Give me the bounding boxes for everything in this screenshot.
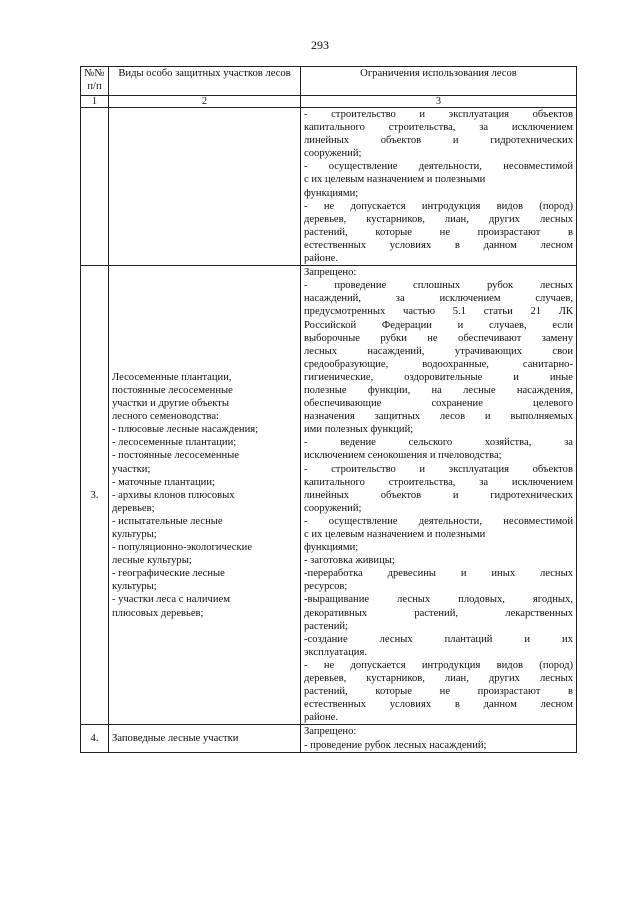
row-num-4: 4. [81,725,109,752]
table-row-4 [81,725,577,752]
text-line: капитального строительства, за исключением [304,122,573,134]
text-line: Запрещено: [304,267,357,279]
column-number-row [81,96,577,108]
text-line: линейных объектов и гидротехнических [304,135,573,147]
text-line: - проведение сплошных рубок лесных [304,280,573,292]
text-line: обеспечивающие сохранение целевого [304,398,573,410]
text-line: растений, которые не произрастают в [304,686,573,698]
row-type-3 [109,266,301,725]
text-line: гигиенические, оздоровительные и иные [304,371,573,383]
text-line: декоративных растений, лекарственных [304,607,573,619]
text-line: - не допускается интродукция видов (пород) [304,659,573,671]
restrictions-cell-4 [301,725,577,752]
text-line: деревьев, кустарников, лиан, других лесных [304,213,573,225]
restrictions-cell [301,108,577,266]
page-number: 293 [311,38,329,52]
type-line: - популяционно-экологические [112,542,253,554]
text-line: растений; [304,620,348,632]
text-line: с их целевым назначением и полезными [304,174,486,186]
text-line: - осуществление деятельности, несовместимой [304,515,573,527]
text-line: полезные функции, на лесные насаждения, [304,384,573,396]
type-line: - испытательные лесные [112,515,223,527]
text-line: естественных условиях в данном лесном [304,699,573,711]
text-line: сооружений; [304,502,362,514]
type-line: участки; [112,463,151,475]
text-line: лесных насаждений, утрачивающих свои [304,345,573,357]
text-line: Российской Федерации и случаев, если [304,319,573,331]
text-line: исключением сенокошения и пчеловодства; [304,450,502,462]
text-line: функциями; [304,187,359,199]
text-line: назначения защитных лесов и выполняемых [304,411,573,423]
text-line: предусмотренных частью 5.1 статьи 21 ЛК [304,306,573,318]
restrictions-cell-3 [301,266,577,725]
header-restrictions: Ограничения использования лесов [301,67,577,96]
row-num-3: 3. [81,266,109,725]
text-line: районе. [304,253,338,265]
type-line: плюсовых деревьев; [112,607,204,619]
table-header-row [81,67,577,96]
text-line: насаждений, за исключением случаев, [304,293,573,305]
type-line: - лесосеменные плантации; [112,437,237,449]
text-line: - проведение рубок лесных насаждений; [304,739,487,751]
col-number-2: 2 [109,96,301,108]
text-line: - ведение сельского хозяйства, за [304,437,573,449]
text-line: ресурсов; [304,581,348,593]
type-line: - маточные плантации; [112,476,215,488]
row-type-cell [109,108,301,266]
text-line: ими полезных функций; [304,424,414,436]
text-line: капитального строительства, за исключением [304,476,573,488]
text-line: -переработка древесины и иных лесных [304,568,573,580]
type-line: участки и другие объекты [112,398,230,410]
table-row-3 [81,266,577,725]
text-line: естественных условиях в данном лесном [304,239,573,251]
type-line: - постоянные лесосеменные [112,450,239,462]
row-type-4: Заповедные лесные участки [109,725,301,752]
text-line: -выращивание лесных плодовых, ягодных, [304,594,573,606]
text-line: -создание лесных плантаций и их [304,633,573,645]
text-line: - заготовка живицы; [304,555,395,567]
type-line: деревьев; [112,502,155,514]
header-type: Виды особо защитных участков лесов [109,67,301,96]
col-number-1: 1 [81,96,109,108]
text-line: - осуществление деятельности, несовместимой [304,161,573,173]
text-line: эксплуатация. [304,646,367,658]
text-line: функциями; [304,542,359,554]
row-num-cell [81,108,109,266]
header-num: №№ п/п [81,67,109,96]
text-line: с их целевым назначением и полезными [304,529,486,540]
type-line: лесные культуры; [112,555,192,567]
type-line: культуры; [112,581,157,593]
type-line: - географические лесные [112,568,225,580]
type-line: - архивы клонов плюсовых [112,489,235,501]
text-line: - не допускается интродукция видов (пород) [304,200,573,212]
type-line: лесного семеноводства: [112,411,220,423]
text-line: сооружений; [304,148,362,160]
text-line: - строительство и эксплуатация объектов [304,463,573,475]
text-line: - строительство и эксплуатация объектов [304,109,573,120]
type-line: - участки леса с наличием [112,594,230,606]
text-line: выборочные рубки не обеспечивают замену [304,332,573,344]
col-number-3: 3 [301,96,577,108]
type-line: культуры; [112,529,157,540]
text-line: средообразующие, водоохранные, санитарно- [304,358,573,370]
text-line: деревьев, кустарников, лиан, других лесных [304,673,573,685]
type-line: Лесосеменные плантации, [112,371,232,383]
text-line: растений, которые не произрастают в [304,226,573,238]
text-line: районе. [304,712,338,724]
forest-restrictions-table [80,66,577,753]
text-line: линейных объектов и гидротехнических [304,489,573,501]
table-row-continued [81,108,577,266]
type-line: - плюсовые лесные насаждения; [112,424,259,436]
text-line: Запрещено: [304,726,357,738]
type-line: постоянные лесосеменные [112,384,233,396]
